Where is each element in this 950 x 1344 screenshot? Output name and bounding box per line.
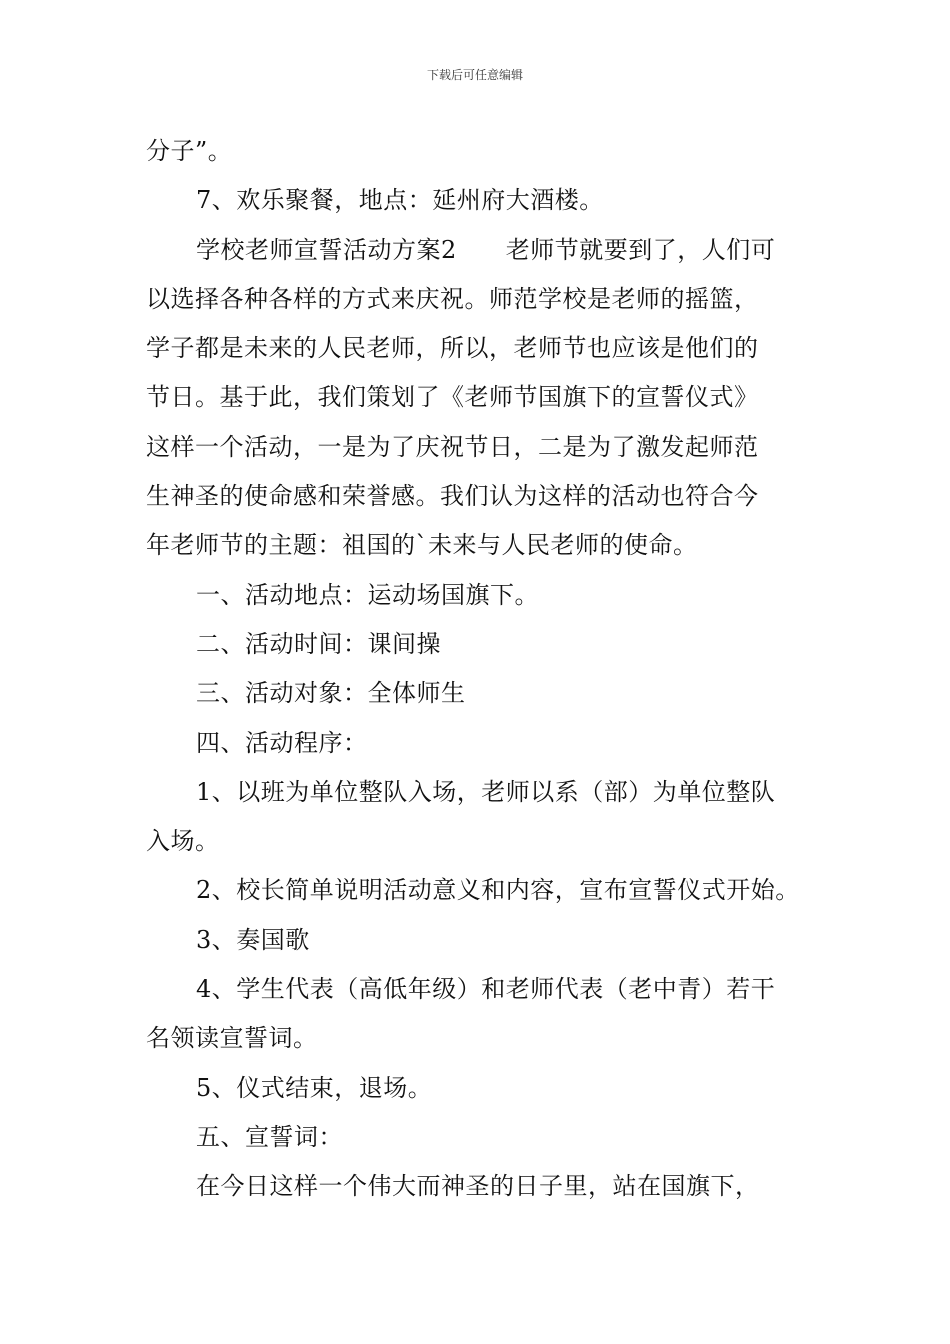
text-line: 入场。	[146, 827, 220, 856]
page-header: 下载后可任意编辑	[426, 68, 523, 82]
text-line: 5、仪式结束，退场。	[196, 1073, 433, 1102]
text-line: 这样一个活动，一是为了庆祝节日，二是为了激发起师范	[146, 432, 759, 461]
text-line: 分子”。	[146, 137, 233, 165]
text-line: 2、校长简单说明活动意义和内容，宣布宣誓仪式开始。	[196, 876, 800, 905]
text-line: 节日。基于此，我们策划了《老师节国旗下的宣誓仪式》	[146, 383, 759, 412]
text-line: 年老师节的主题：祖国的`未来与人民老师的使命。	[146, 531, 698, 560]
text-line: 学校老师宣誓活动方案2 老师节就要到了，人们可	[196, 235, 776, 264]
text-line: 1、以班为单位整队入场，老师以系（部）为单位整队	[196, 777, 776, 806]
text-line: 三、活动对象：全体师生	[196, 679, 466, 708]
text-line: 在今日这样一个伟大而神圣的日子里，站在国旗下，	[196, 1172, 760, 1201]
document-body	[146, 127, 816, 1212]
text-line: 学子都是未来的人民老师，所以，老师节也应该是他们的	[146, 334, 759, 363]
text-line: 以选择各种各样的方式来庆祝。师范学校是老师的摇篮，	[146, 284, 759, 313]
text-line: 一、活动地点：运动场国旗下。	[196, 580, 539, 609]
text-line: 生神圣的使命感和荣誉感。我们认为这样的活动也符合今	[146, 482, 759, 511]
text-line: 名领读宣誓词。	[146, 1024, 318, 1053]
text-line: 7、欢乐聚餐，地点：延州府大酒楼。	[196, 186, 604, 215]
text-line: 3、奏国歌	[196, 925, 310, 954]
text-line: 二、活动时间：课间操	[196, 629, 441, 658]
text-line: 4、学生代表（高低年级）和老师代表（老中青）若干	[196, 975, 776, 1004]
text-line: 四、活动程序：	[196, 728, 368, 757]
text-line: 五、宣誓词：	[196, 1122, 343, 1151]
